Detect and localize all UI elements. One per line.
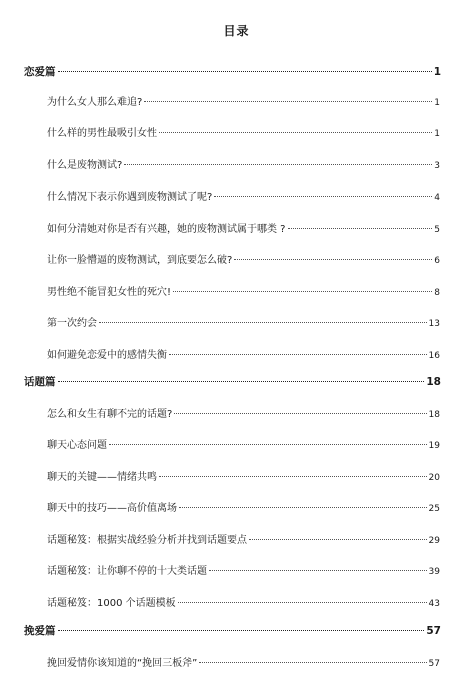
dot-leader xyxy=(58,381,425,382)
dot-leader xyxy=(169,354,427,355)
toc-entry-label: 话题秘笈：1000 个话题模板 xyxy=(47,598,176,609)
toc-page-number: 16 xyxy=(428,351,440,361)
toc-page-number: 6 xyxy=(434,256,440,266)
toc-section[interactable] xyxy=(24,374,441,390)
toc-entry[interactable] xyxy=(47,531,440,547)
toc-section[interactable] xyxy=(24,64,441,80)
toc-entry-label: 什么情况下表示你遇到废物测试了呢? xyxy=(47,192,213,203)
toc-page-number: 1 xyxy=(434,129,440,139)
toc-page-number: 1 xyxy=(434,98,440,108)
dot-leader xyxy=(234,259,432,260)
dot-leader xyxy=(144,101,432,102)
toc-entry[interactable] xyxy=(47,594,440,610)
dot-leader xyxy=(199,662,426,663)
toc-entry[interactable] xyxy=(47,499,440,515)
toc-page-number: 1 xyxy=(433,66,441,78)
toc-entry-label: 聊天中的技巧——高价值离场 xyxy=(47,503,177,514)
toc-entry-label: 什么样的男性最吸引女性 xyxy=(47,128,157,139)
toc-entry[interactable] xyxy=(47,93,440,109)
dot-leader xyxy=(109,444,427,445)
dot-leader xyxy=(174,413,426,414)
toc-entry[interactable] xyxy=(47,562,440,578)
toc-entry-label: 恋爱篇 xyxy=(24,66,56,78)
toc-page-number: 8 xyxy=(434,288,440,298)
toc-entry[interactable] xyxy=(47,468,440,484)
toc-entry[interactable] xyxy=(47,654,440,670)
toc-entry-label: 聊天心态问题 xyxy=(47,440,107,451)
dot-leader xyxy=(58,71,432,72)
dot-leader xyxy=(58,630,425,631)
toc-entry[interactable] xyxy=(47,156,440,172)
toc-entry[interactable] xyxy=(47,188,440,204)
toc-entry-label: 挽回爱情你该知道的“挽回三板斧” xyxy=(47,658,198,669)
toc-page-number: 3 xyxy=(434,161,440,171)
toc-page-number: 13 xyxy=(428,319,440,329)
dot-leader xyxy=(159,132,432,133)
dot-leader xyxy=(214,196,432,197)
toc-entry[interactable] xyxy=(47,405,440,421)
toc-page-number: 29 xyxy=(428,536,440,546)
toc-page-number: 18 xyxy=(426,376,441,388)
toc-entry-label: 第一次约会 xyxy=(47,318,97,329)
toc-entry[interactable] xyxy=(47,346,440,362)
toc-entry[interactable] xyxy=(47,436,440,452)
toc-page-number: 25 xyxy=(428,504,440,514)
dot-leader xyxy=(173,291,432,292)
dot-leader xyxy=(178,602,427,603)
toc-entry[interactable] xyxy=(47,124,440,140)
toc-page-number: 39 xyxy=(428,567,440,577)
toc-entry-label: 话题秘笈：根据实战经验分析并找到话题要点 xyxy=(47,535,247,546)
dot-leader xyxy=(99,322,427,323)
toc-page-number: 18 xyxy=(428,410,440,420)
toc-page-number: 20 xyxy=(428,473,440,483)
toc-page-number: 4 xyxy=(434,193,440,203)
toc-entry-label: 什么是废物测试? xyxy=(47,160,123,171)
toc-page-number: 57 xyxy=(428,659,440,669)
dot-leader xyxy=(249,539,427,540)
toc-page-number: 57 xyxy=(426,625,441,637)
toc-entry-label: 挽爱篇 xyxy=(24,625,56,637)
dot-leader xyxy=(288,228,433,229)
toc-entry-label: 让你一脸懵逼的废物测试，到底要怎么破? xyxy=(47,255,233,266)
toc-entry[interactable] xyxy=(47,251,440,267)
dot-leader xyxy=(159,476,427,477)
toc-section[interactable] xyxy=(24,623,441,639)
toc-entry[interactable] xyxy=(47,220,440,236)
dot-leader xyxy=(209,570,427,571)
toc-entry-label: 如何分清她对你是否有兴趣，她的废物测试属于哪类 ? xyxy=(47,224,286,235)
toc-entry-label: 如何避免恋爱中的感情失衡 xyxy=(47,350,167,361)
toc-entry-label: 话题秘笈：让你聊不停的十大类话题 xyxy=(47,566,207,577)
toc-entry[interactable] xyxy=(47,283,440,299)
toc-page-number: 5 xyxy=(434,225,440,235)
toc-heading: 目录 xyxy=(223,24,250,38)
toc-entry[interactable] xyxy=(47,314,440,330)
toc-entry-label: 怎么和女生有聊不完的话题? xyxy=(47,409,173,420)
toc-page-number: 43 xyxy=(428,599,440,609)
dot-leader xyxy=(124,164,432,165)
toc-entry-label: 话题篇 xyxy=(24,376,56,388)
toc-entry-label: 为什么女人那么难追? xyxy=(47,97,143,108)
toc-page-number: 19 xyxy=(428,441,440,451)
dot-leader xyxy=(179,507,427,508)
toc-entry-label: 男性绝不能冒犯女性的死穴! xyxy=(47,287,172,298)
toc-entry-label: 聊天的关键——情绪共鸣 xyxy=(47,472,157,483)
